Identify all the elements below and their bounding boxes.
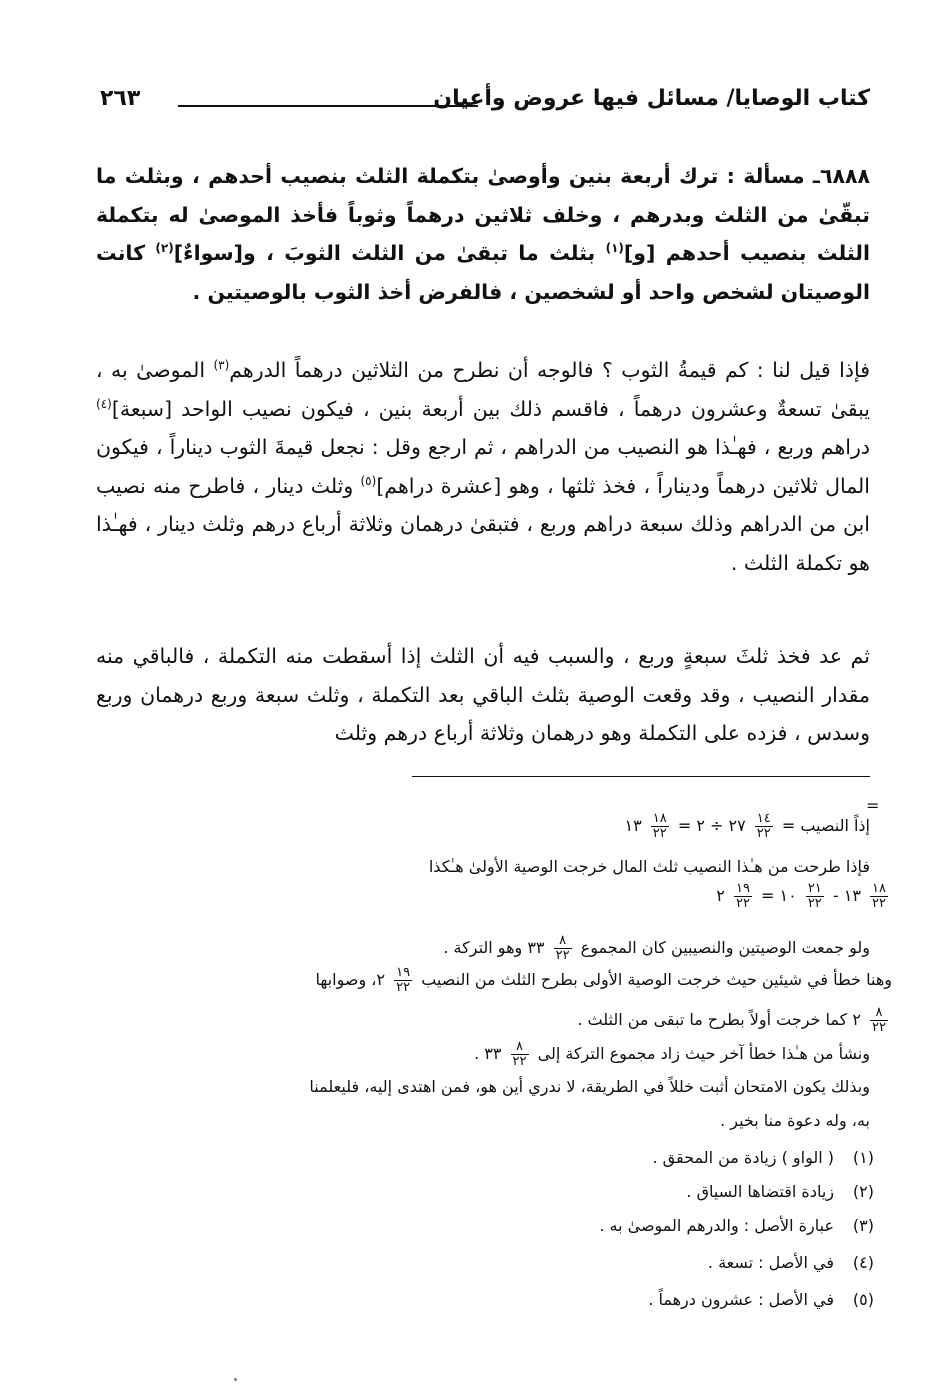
fraction: $\frac{٨}{٢٢}$ [512, 1039, 527, 1069]
header-title: كتاب الوصايا/ مسائل فيها عروض وأعيان [433, 86, 870, 111]
note-line-5: وهنا خطأ في شيئين حيث خرجت الوصية الأولى بطرح الثلث من النصيب $\frac{١٩}{٢٢}$ ٢، وصوابها [315, 965, 892, 995]
footnote-ref-3: (٣) [213, 358, 230, 373]
note-line-7: ونشأ من هـٰذا خطأ آخر حيث زاد مجموع التركة إلى $\frac{٨}{٢٢}$ ٣٣ . [474, 1039, 870, 1069]
footnote-ref-1: (١) [605, 241, 624, 256]
note-line-9: به، وله دعوة منا بخير . [720, 1111, 870, 1130]
note-line-4: ولو جمعت الوصيتين والنصيبين كان المجموع $\frac{٨}{٢٢}$ ٣٣ وهو التركة . [443, 933, 870, 963]
paragraph-3: ثم عد فخذ ثلثَ سبعةٍ وربع ، والسبب فيه أن الثلث إذا أسقطت منه التكملة ، فالباقي منه مقدار النصيب ، وقد وقعت الوصية بثلث الباقي بعد التكملة ، وثلث سبعة وربع درهمان وربع وسدس ، فزده على التكملة وهو درهمان وثلاثة أرباع درهم وثلث [96, 644, 870, 745]
note-line-8: وبذلك يكون الامتحان أثبت خللاً في الطريقة، لا ندري أين هو، فمن اهتدى إليه، فليعلمنا [309, 1077, 870, 1096]
fraction: $\frac{١٤}{٢٢}$ [756, 811, 771, 841]
header-rule [178, 105, 478, 107]
footnote-5: (٥)في الأصل : عشرون درهماً . [648, 1290, 874, 1309]
running-header [100, 86, 870, 120]
fraction: $\frac{١٨}{٢٢}$ [872, 881, 886, 911]
fraction: $\frac{٨}{٢٢}$ [872, 1005, 886, 1035]
paragraph-1: ٦٨٨٨ـ مسألة : ترك أربعة بنين وأوصىٰ بتكملة الثلث بنصيب أحدهم ، وبثلث ما تبقّىٰ من الثلث وبدرهم ، وخلف ثلاثين درهماً وثوباً فأخذ الموصىٰ له بتكملة الثلث بنصيب أحدهم [و]$^{(١)}$ بثلث ما تبقىٰ من الثلث الثوبَ ، و[سواءٌ]$^{(٢)}$ كانت الوصيتان لشخص واحد أو لشخصين ، فالفرض أخذ الثوب بالوصيتين . [96, 164, 871, 304]
paragraph-2: فإذا قيل لنا : كم قيمةُ الثوب ؟ فالوجه أن نطرح من الثلاثين درهماً الدرهم$^{(٣)}$ الموصىٰ به ، يبقىٰ تسعةٌ وعشرون درهماً ، فاقسم ذلك بين أربعة بنين ، فيكون نصيب الواحد [سبعة]$^{(٤)}$ دراهم وربع ، فهـٰذا هو النصيب من الدراهم ، ثم ارجع وقل : نجعل قيمةَ الثوب ديناراً ، فيكون المال ثلاثين درهماً وديناراً ، فخذ ثلثها ، وهو [عشرة دراهم]$^{(٥)}$ وثلث دينار ، فاطرح منه نصيب ابن من الدراهم وذلك سبعة دراهم وربع ، فتبقىٰ درهمان وثلاثة أرباع درهم وثلث دينار ، فهـٰذا هو تكملة الثلث . [96, 358, 870, 575]
footnote-ref-2: (٢) [155, 241, 174, 256]
page-number: ٢٦٣ [100, 86, 141, 111]
footnote-ref-4: (٤) [96, 396, 112, 411]
fraction: $\frac{١٩}{٢٢}$ [396, 965, 411, 995]
footnote-separator [412, 776, 870, 777]
fraction: $\frac{٢١}{٢٢}$ [807, 881, 822, 911]
fraction: $\frac{١٨}{٢٢}$ [652, 811, 667, 841]
footnote-4: (٤)في الأصل : تسعة . [707, 1253, 874, 1272]
fraction: $\frac{١٩}{٢٢}$ [735, 881, 750, 911]
continuation-mark: = [866, 796, 880, 815]
note-line-3: $\frac{١٨}{٢٢}$ ١٣ - $\frac{٢١}{٢٢}$ ١٠ = $\frac{١٩}{٢٢}$ ٢ [716, 881, 886, 911]
note-line-1: إذاً النصيب = $\frac{١٤}{٢٢}$ ٢٧ ÷ ٢ = $\frac{١٨}{٢٢}$ ١٣ [624, 811, 870, 841]
fraction: $\frac{٨}{٢٢}$ [555, 933, 570, 963]
footnote-ref-5: (٥) [360, 473, 377, 488]
note-line-6: $\frac{٨}{٢٢}$ ٢ كما خرجت أولاً بطرح ما تبقى من الثلث . [577, 1005, 886, 1035]
footnote-2: (٢)زيادة اقتضاها السياق . [686, 1182, 874, 1201]
scan-speck [234, 1378, 237, 1381]
note-line-2: فإذا طرحت من هـٰذا النصيب ثلث المال خرجت الوصية الأولىٰ هـٰكذا [428, 857, 870, 876]
footnote-1: (١)( الواو ) زيادة من المحقق . [652, 1148, 874, 1167]
footnote-3: (٣)عبارة الأصل : والدرهم الموصىٰ به . [599, 1216, 874, 1235]
